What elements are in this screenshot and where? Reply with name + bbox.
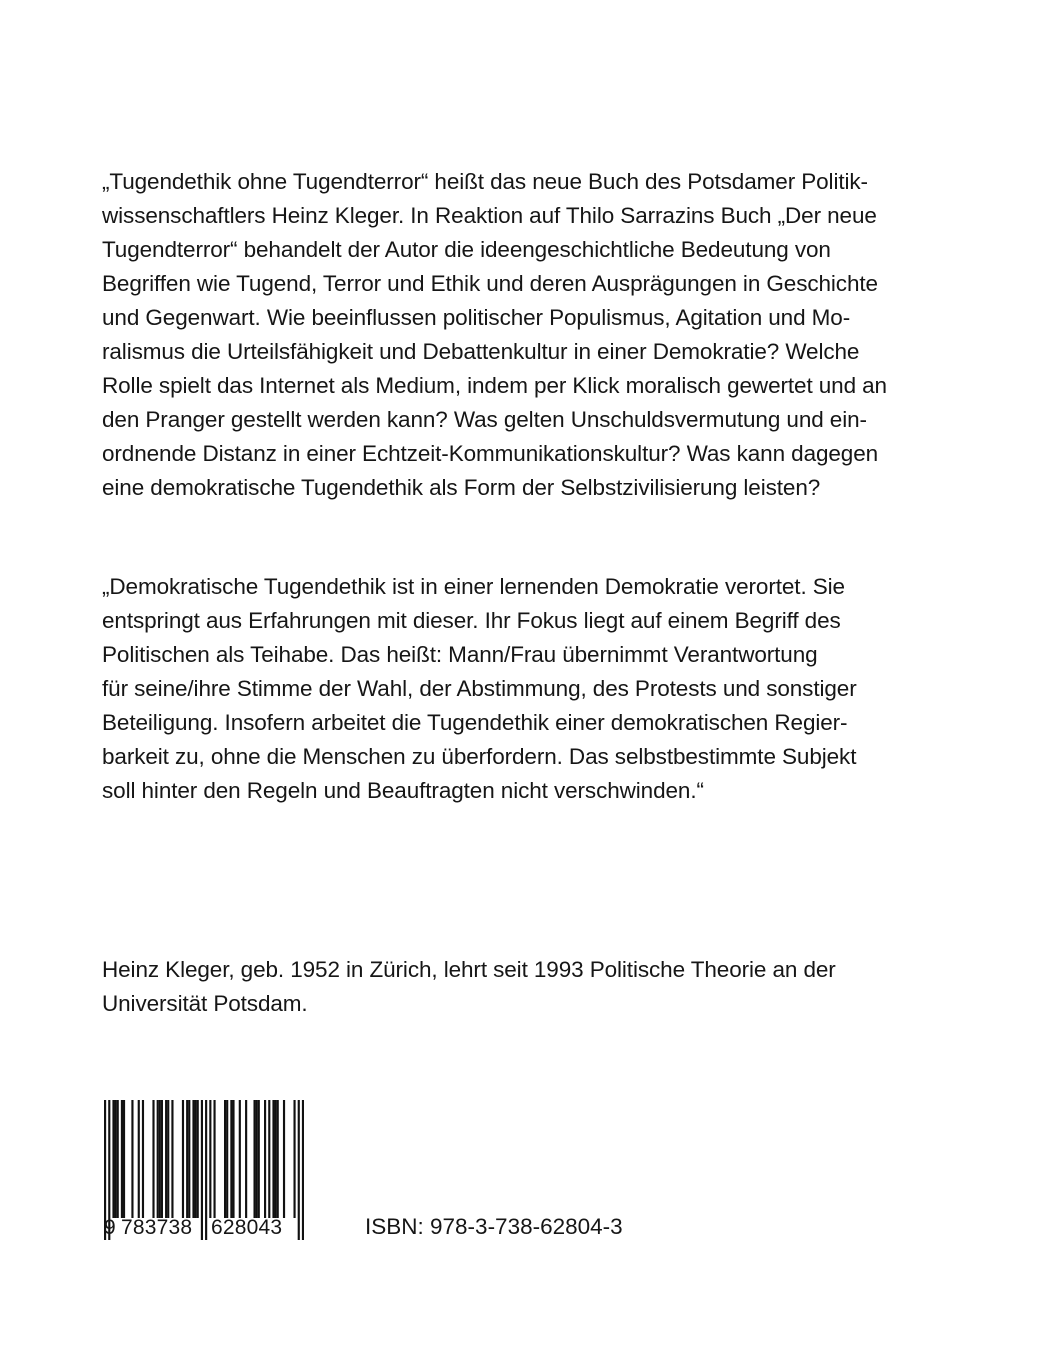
quote-line: barkeit zu, ohne die Menschen zu überfordern. Das selbstbestimmte Subjekt <box>102 744 857 769</box>
barcode-bar <box>275 1100 277 1218</box>
ean-barcode <box>104 1100 304 1244</box>
isbn-label: ISBN: 978-3-738-62804-3 <box>365 1214 623 1239</box>
barcode-bar <box>167 1100 169 1218</box>
barcode-bar <box>283 1100 285 1218</box>
barcode-bar <box>186 1100 188 1218</box>
barcode-bar <box>239 1100 241 1218</box>
barcode-bar <box>268 1100 270 1218</box>
blurb-line: den Pranger gestellt werden kann? Was gelten Unschuldsvermutung und ein- <box>102 407 867 432</box>
blurb-line: wissenschaftlers Heinz Kleger. In Reaktion auf Thilo Sarrazins Buch „Der neue <box>102 203 877 228</box>
quote-paragraph <box>102 570 857 808</box>
author-bio <box>102 953 836 1021</box>
quote-line: für seine/ihre Stimme der Wahl, der Abstimmung, des Protests und sonstiger <box>102 676 857 701</box>
barcode-bar <box>226 1100 228 1218</box>
barcode-bar <box>188 1100 190 1218</box>
blurb-line: Begriffen wie Tugend, Terror und Ethik und deren Ausprägungen in Geschichte <box>102 271 878 296</box>
blurb-line: ralismus die Urteilsfähigkeit und Debattenkultur in einer Demokratie? Welche <box>102 339 860 364</box>
barcode-bar <box>165 1100 167 1218</box>
blurb-line: eine demokratische Tugendethik als Form der Selbstzivilisierung leisten? <box>102 475 821 500</box>
blurb-line: Tugendterror“ behandelt der Autor die ideengeschichtliche Bedeutung von <box>102 237 831 262</box>
barcode-bar <box>224 1100 226 1218</box>
barcode-bar <box>123 1100 125 1218</box>
barcode-bar <box>152 1100 154 1218</box>
barcode-bar <box>192 1100 194 1218</box>
barcode-bar <box>182 1100 184 1218</box>
barcode-bar <box>115 1100 117 1218</box>
blurb-line: und Gegenwart. Wie beeinflussen politischer Populismus, Agitation und Mo- <box>102 305 851 330</box>
quote-line: „Demokratische Tugendethik ist in einer lernenden Demokratie verortet. Sie <box>102 574 845 599</box>
quote-line: Beteiligung. Insofern arbeitet die Tugendethik einer demokratischen Regier- <box>102 710 848 735</box>
barcode-bar <box>131 1100 133 1218</box>
barcode-guard-bar <box>201 1100 203 1240</box>
bio-line: Universität Potsdam. <box>102 991 308 1016</box>
barcode-bar <box>256 1100 258 1218</box>
barcode-bar <box>112 1100 114 1218</box>
barcode-bar <box>264 1100 266 1218</box>
barcode-bar <box>142 1100 144 1218</box>
barcode-bar <box>197 1100 199 1218</box>
barcode-bar <box>245 1100 247 1218</box>
barcode-bar <box>232 1100 234 1218</box>
barcode-bar <box>258 1100 260 1218</box>
barcode-guard-bar <box>298 1100 300 1240</box>
barcode-bar <box>209 1100 211 1218</box>
barcode-guard-bar <box>302 1100 304 1240</box>
blurb-line: Rolle spielt das Internet als Medium, indem per Klick moralisch gewertet und an <box>102 373 887 398</box>
barcode-bar <box>171 1100 173 1218</box>
barcode-guard-bar <box>205 1100 207 1240</box>
barcode-right-digits: 628043 <box>211 1216 283 1239</box>
barcode-bar <box>272 1100 274 1218</box>
quote-line: Politischen als Teihabe. Das heißt: Mann/Frau übernimmt Verantwortung <box>102 642 818 667</box>
barcode-left-digits: 783738 <box>121 1216 193 1239</box>
blurb-line: ordnende Distanz in einer Echtzeit-Kommunikationskultur? Was kann dagegen <box>102 441 879 466</box>
barcode-bar <box>293 1100 295 1218</box>
barcode-bar <box>157 1100 159 1218</box>
barcode-bar <box>213 1100 215 1218</box>
barcode-bar <box>138 1100 140 1218</box>
barcode-bar <box>121 1100 123 1218</box>
barcode-bar <box>195 1100 197 1218</box>
barcode-bar <box>253 1100 255 1218</box>
blurb-line: „Tugendethik ohne Tugendterror“ heißt das neue Buch des Potsdamer Politik- <box>102 169 868 194</box>
barcode-first-digit: 9 <box>104 1216 116 1239</box>
quote-line: soll hinter den Regeln und Beauftragten nicht verschwinden.“ <box>102 778 704 803</box>
barcode-bar <box>230 1100 232 1218</box>
barcode-bar <box>277 1100 279 1218</box>
blurb-paragraph <box>102 165 887 505</box>
barcode-bar <box>117 1100 119 1218</box>
quote-line: entspringt aus Erfahrungen mit dieser. Ihr Fokus liegt auf einem Begriff des <box>102 608 841 633</box>
barcode-bar <box>159 1100 161 1218</box>
barcode-bar <box>161 1100 163 1218</box>
bio-line: Heinz Kleger, geb. 1952 in Zürich, lehrt seit 1993 Politische Theorie an der <box>102 957 836 982</box>
